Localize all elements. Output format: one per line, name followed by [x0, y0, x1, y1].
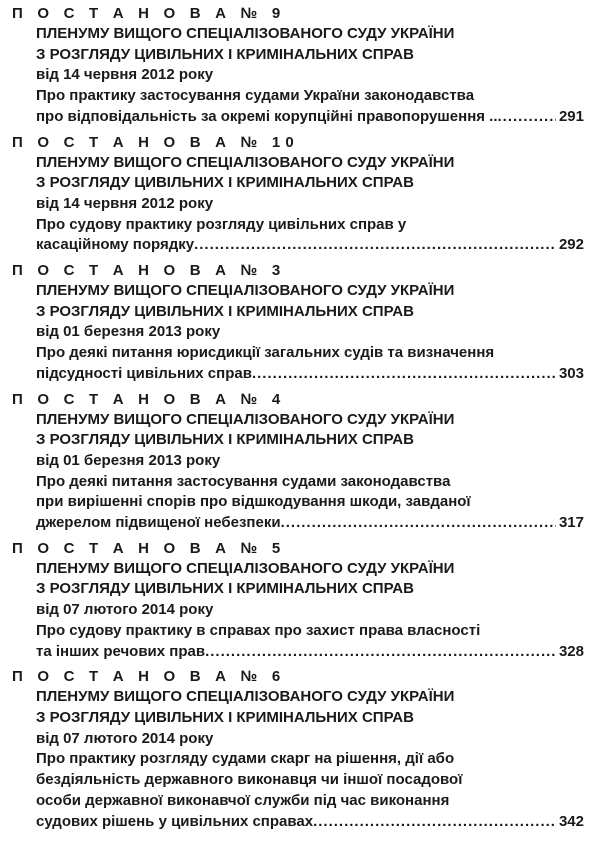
issuer-line-2: З РОЗГЛЯДУ ЦИВІЛЬНИХ І КРИМІНАЛЬНИХ СПРАВ [36, 45, 414, 63]
resolution-date: від 01 березня 2013 року [36, 323, 221, 341]
issuer-line-1: ПЛЕНУМУ ВИЩОГО СПЕЦІАЛІЗОВАНОГО СУДУ УКРАЇНИ [36, 410, 455, 428]
issuer-line-2: З РОЗГЛЯДУ ЦИВІЛЬНИХ І КРИМІНАЛЬНИХ СПРАВ [36, 580, 414, 598]
title-last-line: про відповідальність за окремі корупційні правопорушення .. [36, 107, 498, 125]
title-line: при вирішенні спорів про відшкодування шкоди, завданої [36, 493, 471, 511]
resolution-heading: П О С Т А Н О В А № 3 [12, 262, 286, 280]
issuer-line-2: З РОЗГЛЯДУ ЦИВІЛЬНИХ І КРИМІНАЛЬНИХ СПРАВ [36, 174, 414, 192]
resolution-date: від 14 червня 2012 року [36, 66, 214, 84]
dot-leader [194, 235, 556, 256]
entry-body [36, 153, 584, 257]
toc-link[interactable] [36, 812, 584, 833]
title-line: бездіяльність державного виконавця чи іншої посадової [36, 771, 463, 789]
resolution-heading: П О С Т А Н О В А № 6 [12, 668, 286, 686]
toc-link[interactable] [36, 235, 584, 256]
entry-body [36, 410, 584, 534]
issuer-line-1: ПЛЕНУМУ ВИЩОГО СПЕЦІАЛІЗОВАНОГО СУДУ УКРАЇНИ [36, 153, 455, 171]
dot-leader [313, 812, 556, 833]
title-line: Про деякі питання юрисдикції загальних судів та визначення [36, 344, 495, 362]
page-number: 328 [558, 642, 584, 660]
page-number: 342 [558, 812, 584, 830]
title-line: Про судову практику в справах про захист права власності [36, 621, 481, 639]
issuer-line-1: ПЛЕНУМУ ВИЩОГО СПЕЦІАЛІЗОВАНОГО СУДУ УКРАЇНИ [36, 25, 455, 42]
toc-link[interactable] [36, 513, 584, 534]
title-line: Про практику розгляду судами скарг на рішення, дії або [36, 750, 455, 768]
resolution-heading: П О С Т А Н О В А № 9 [12, 5, 286, 22]
toc-entry [0, 667, 600, 832]
title-line: Про судову практику розгляду цивільних справ у [36, 215, 407, 233]
toc-entry [0, 4, 600, 128]
entry-body [36, 24, 584, 128]
title-last-line: та інших речових прав [36, 642, 206, 660]
dot-leader [281, 513, 556, 534]
entry-body [36, 281, 584, 385]
dot-leader [205, 642, 556, 663]
resolution-heading: П О С Т А Н О В А № 4 [12, 390, 286, 408]
resolution-date: від 01 березня 2013 року [36, 451, 221, 469]
issuer-line-1: ПЛЕНУМУ ВИЩОГО СПЕЦІАЛІЗОВАНОГО СУДУ УКРАЇНИ [36, 559, 455, 577]
title-line: Про деякі питання застосування судами законодавства [36, 472, 451, 490]
resolution-date: від 14 червня 2012 року [36, 194, 214, 212]
page-number: 291 [558, 107, 584, 125]
title-last-line: джерелом підвищеної небезпеки [36, 514, 281, 532]
title-line: особи державної виконавчої служби під час виконання [36, 791, 450, 809]
toc-entry [0, 133, 600, 257]
toc-link[interactable] [36, 107, 584, 128]
title-last-line: судових рішень у цивільних справах [36, 812, 314, 830]
issuer-line-1: ПЛЕНУМУ ВИЩОГО СПЕЦІАЛІЗОВАНОГО СУДУ УКРАЇНИ [36, 688, 455, 706]
title-line: Про практику застосування судами України законодавства [36, 87, 475, 105]
resolution-heading: П О С Т А Н О В А № 5 [12, 539, 286, 557]
entry-body [36, 687, 584, 832]
page-number: 292 [558, 236, 584, 254]
page-number: 303 [558, 364, 584, 382]
entry-body [36, 559, 584, 663]
toc-link[interactable] [36, 642, 584, 663]
resolution-date: від 07 лютого 2014 року [36, 601, 214, 619]
toc-entry [0, 390, 600, 534]
title-last-line: підсудності цивільних справ [36, 364, 252, 382]
issuer-line-1: ПЛЕНУМУ ВИЩОГО СПЕЦІАЛІЗОВАНОГО СУДУ УКРАЇНИ [36, 282, 455, 300]
issuer-line-2: З РОЗГЛЯДУ ЦИВІЛЬНИХ І КРИМІНАЛЬНИХ СПРАВ [36, 431, 414, 449]
toc-link[interactable] [36, 364, 584, 385]
title-last-line: касаційному порядку [36, 236, 195, 254]
issuer-line-2: З РОЗГЛЯДУ ЦИВІЛЬНИХ І КРИМІНАЛЬНИХ СПРАВ [36, 708, 414, 726]
dot-leader [252, 364, 556, 385]
issuer-line-2: З РОЗГЛЯДУ ЦИВІЛЬНИХ І КРИМІНАЛЬНИХ СПРАВ [36, 302, 414, 320]
dot-leader [498, 107, 556, 128]
page-number: 317 [558, 514, 584, 532]
resolution-date: від 07 лютого 2014 року [36, 729, 214, 747]
toc-entry [0, 539, 600, 663]
toc-entry [0, 261, 600, 385]
resolution-heading: П О С Т А Н О В А № 10 [12, 133, 299, 151]
